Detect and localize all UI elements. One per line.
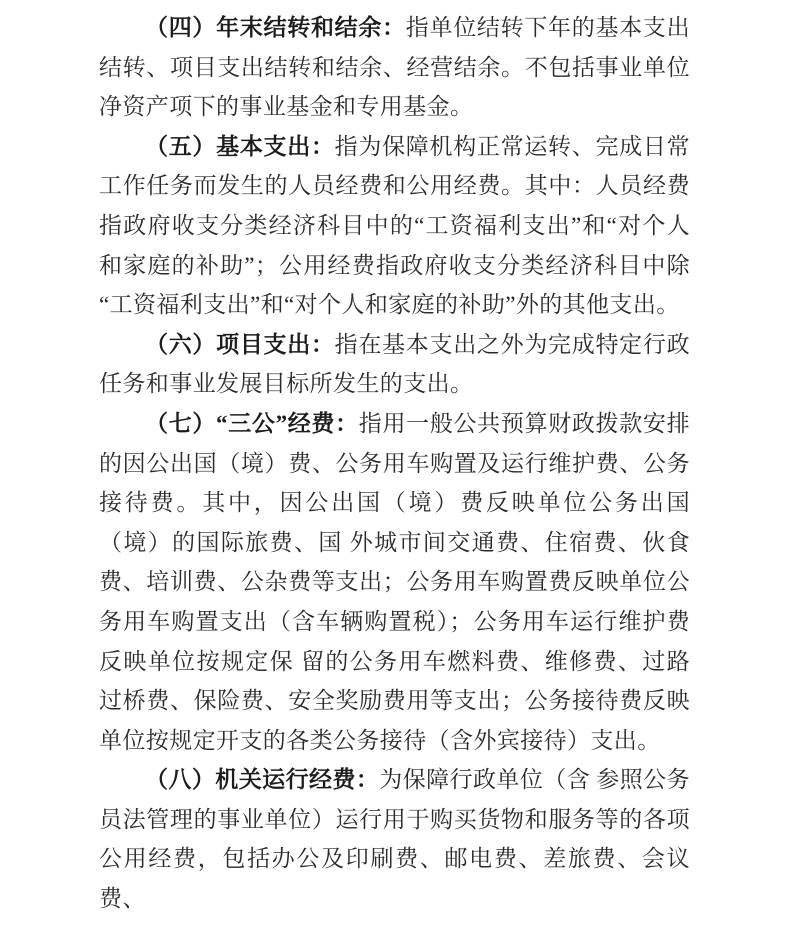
term-heading-three-public-funds: （七）“三公”经费： [145,410,359,436]
para-year-end-carryover [99,8,690,127]
term-heading-project-expenditure: （六）项目支出： [145,331,335,357]
term-definition-basic-expenditure: 指为保障机构正常运转、完成日常工作任务而发生的人员经费和公用经费。其中：人员经费指政府收支分类经济科目中的“工资福利支出”和“对个人和家庭的补助”；公用经费指政府收支分类经济科目中除“工资福利支出”和“对个人和家庭的补助”外的其他支出。 [99,133,690,318]
term-heading-year-end-carryover: （四）年末结转和结余： [145,15,406,40]
term-heading-basic-expenditure: （五）基本支出： [145,133,335,159]
term-heading-agency-operating-expenses: （八）机关运行经费： [145,767,380,793]
para-basic-expenditure [99,127,690,325]
para-three-public-funds [99,404,690,760]
term-definition-agency-operating-expenses: 为保障行政单位（含 参照公务员法管理的事业单位）运行用于购买货物和服务等的各项公用经费，包括办公及印刷费、邮电费、差旅费、会议费、 [99,767,690,912]
para-project-expenditure [99,325,690,404]
term-definition-project-expenditure: 指在基本支出之外为完成特定行政任务和事业发展目标所发生的支出。 [99,331,690,397]
term-definition-year-end-carryover: 指单位结转下年的基本支出结转、项目支出结转和结余、经营结余。不包括事业单位净资产项下的事业基金和专用基金。 [99,15,690,120]
term-definition-three-public-funds: 指用一般公共预算财政拨款安排的因公出国（境）费、公务用车购置及运行维护费、公务接待费。其中，因公出国（境）费反映单位公务出国（境）的国际旅费、国 外城市间交通费、住宿费、伙食费、培训费、公杂费等支出；公务用车购置费反映单位公务用车购置支出（含车辆购置税）；公务用车运行维护费反映单位按规定保 留的公务用车燃料费、维修费、过路过桥费、保险费、安全奖励费用等支出；公务接待费反映单位按规定开支的各类公务接待（含外宾接待）支出。 [99,410,690,753]
document-body [99,8,690,919]
para-agency-operating-expenses [99,760,690,918]
